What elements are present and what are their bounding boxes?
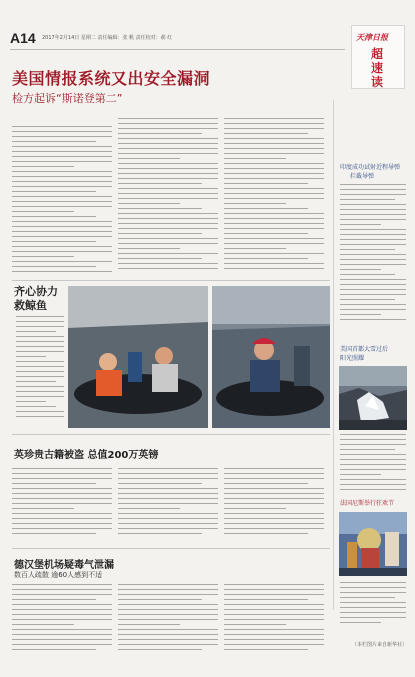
whale-feature-title-line2: 救鲸鱼: [14, 299, 47, 312]
text-line: [12, 146, 112, 147]
section-rule-1: [12, 280, 330, 281]
section-rule-2: [12, 434, 330, 435]
text-line: [12, 513, 112, 514]
washington-snow-image: [339, 366, 407, 430]
text-line: [12, 604, 112, 605]
sidebar-nice-carnival-title: 法国尼斯举行狂欢节: [340, 500, 395, 507]
text-line: [224, 508, 286, 509]
text-line: [340, 592, 406, 593]
middle-story-headline: 英珍贵古籍被盗 总值200万英镑: [14, 450, 159, 461]
text-line: [224, 123, 324, 124]
text-line: [224, 523, 324, 524]
text-line: [224, 148, 324, 149]
text-line: [12, 498, 112, 499]
text-line: [118, 644, 218, 645]
text-line: [340, 309, 406, 310]
text-line: [12, 589, 112, 590]
text-line: [118, 518, 218, 519]
text-line: [224, 198, 324, 199]
text-line: [340, 617, 406, 618]
text-line: [340, 189, 406, 190]
text-line: [340, 459, 406, 460]
text-line: [340, 434, 406, 435]
text-line: [340, 294, 406, 295]
text-line: [118, 263, 218, 264]
text-line: [12, 136, 112, 137]
text-line: [224, 268, 324, 269]
text-line: [16, 351, 64, 352]
text-line: [224, 624, 286, 625]
text-line: [340, 244, 406, 245]
text-line: [16, 371, 64, 372]
text-line: [12, 196, 112, 197]
text-line: [118, 473, 218, 474]
text-line: [12, 131, 112, 132]
text-line: [224, 518, 324, 519]
text-line: [340, 304, 406, 305]
text-line: [118, 528, 218, 529]
text-line: [118, 198, 218, 199]
text-line: [224, 473, 324, 474]
text-line: [224, 594, 324, 595]
text-line: [340, 469, 406, 470]
text-line: [224, 503, 324, 504]
lead-story-column-1: [12, 126, 112, 274]
lead-subheadline: 检方起诉“斯诺登第二”: [12, 92, 123, 105]
text-line: [224, 478, 324, 479]
text-line: [118, 203, 180, 204]
text-line: [224, 639, 324, 640]
text-line: [340, 219, 406, 220]
text-line: [118, 599, 202, 600]
text-line: [118, 223, 218, 224]
whale-rescue-photo-2: [212, 286, 330, 428]
text-line: [16, 331, 56, 332]
text-line: [118, 268, 218, 269]
text-line: [224, 513, 324, 514]
text-line: [224, 178, 324, 179]
newspaper-logo: 天津日报: [356, 32, 388, 42]
text-line: [16, 391, 64, 392]
middle-story-column-2: [118, 468, 218, 540]
sidebar-washington-text: [340, 434, 406, 494]
text-line: [118, 178, 218, 179]
text-line: [118, 193, 218, 194]
text-line: [224, 158, 286, 159]
text-line: [12, 619, 112, 620]
text-line: [16, 406, 56, 407]
middle-story-column-3: [224, 468, 324, 540]
text-line: [118, 218, 218, 219]
text-line: [16, 386, 64, 387]
column-divider: [333, 100, 334, 610]
text-line: [118, 148, 218, 149]
text-line: [340, 479, 406, 480]
text-line: [340, 194, 406, 195]
text-line: [118, 493, 218, 494]
text-line: [16, 321, 64, 322]
text-line: [16, 346, 64, 347]
text-line: [224, 208, 308, 209]
text-line: [12, 161, 112, 162]
sidebar-item-washington-title: 美国首都大雪过后: [340, 346, 389, 353]
text-line: [118, 243, 218, 244]
text-line: [340, 199, 395, 200]
text-line: [118, 228, 218, 229]
text-line: [118, 213, 218, 214]
text-line: [224, 118, 324, 119]
text-line: [224, 223, 324, 224]
text-line: [224, 218, 324, 219]
text-line: [340, 587, 406, 588]
text-line: [12, 166, 74, 167]
text-line: [12, 599, 96, 600]
text-line: [12, 518, 112, 519]
text-line: [12, 624, 74, 625]
text-line: [118, 238, 218, 239]
text-line: [224, 468, 324, 469]
sidebar-item-washington-subtitle: 阳光照耀: [340, 355, 365, 362]
text-line: [12, 181, 112, 182]
text-line: [340, 239, 406, 240]
text-line: [340, 229, 406, 230]
text-line: [118, 589, 218, 590]
text-line: [118, 258, 202, 259]
text-line: [12, 246, 112, 247]
text-line: [224, 258, 308, 259]
text-line: [118, 629, 218, 630]
text-line: [224, 498, 324, 499]
text-line: [224, 629, 324, 630]
text-line: [224, 238, 324, 239]
text-line: [340, 184, 406, 185]
text-line: [340, 284, 406, 285]
text-line: [118, 168, 218, 169]
bottom-story-subheadline: 数百人疏散 逾60人感到不适: [14, 571, 103, 579]
text-line: [118, 498, 218, 499]
text-line: [118, 123, 218, 124]
text-line: [118, 128, 218, 129]
section-rule-3: [12, 548, 330, 549]
text-line: [224, 634, 324, 635]
text-line: [118, 153, 218, 154]
text-line: [340, 214, 406, 215]
lead-story-column-2: [118, 118, 218, 274]
text-line: [224, 644, 324, 645]
text-line: [12, 639, 112, 640]
text-line: [118, 634, 218, 635]
text-line: [118, 619, 218, 620]
whale-rescue-photo-1: [68, 286, 208, 428]
text-line: [224, 604, 324, 605]
text-line: [118, 508, 180, 509]
text-line: [118, 118, 218, 119]
sidebar-item-india-missile-title: 印度成功试射近程导弹: [340, 164, 401, 171]
text-line: [224, 183, 308, 184]
page-number: A14: [10, 30, 36, 46]
text-line: [12, 266, 96, 267]
page-date-line: 2017年2月14日 星期二 责任编辑：张 帆 责任校对：郝 红: [42, 35, 173, 41]
text-line: [224, 233, 308, 234]
nice-carnival-image: [339, 512, 407, 576]
text-line: [118, 173, 218, 174]
text-line: [12, 594, 112, 595]
text-line: [12, 629, 112, 630]
text-line: [340, 279, 406, 280]
text-line: [12, 584, 112, 585]
text-line: [118, 138, 218, 139]
text-line: [340, 254, 406, 255]
text-line: [224, 128, 324, 129]
text-line: [16, 341, 64, 342]
text-line: [340, 249, 395, 250]
text-line: [224, 203, 286, 204]
text-line: [118, 233, 202, 234]
speed-read-label: 超速读: [370, 47, 383, 89]
text-line: [118, 609, 218, 610]
text-line: [118, 163, 218, 164]
text-line: [118, 488, 218, 489]
text-line: [340, 439, 406, 440]
text-line: [340, 319, 406, 320]
text-line: [12, 523, 112, 524]
text-line: [12, 251, 112, 252]
text-line: [224, 193, 324, 194]
text-line: [118, 483, 202, 484]
text-line: [118, 513, 218, 514]
text-line: [340, 622, 381, 623]
text-line: [12, 221, 112, 222]
text-line: [118, 614, 218, 615]
text-line: [16, 381, 56, 382]
whale-rescue-image-2: [212, 286, 330, 428]
text-line: [340, 269, 381, 270]
text-line: [118, 188, 218, 189]
text-line: [16, 401, 46, 402]
text-line: [224, 188, 324, 189]
middle-story-column-1: [12, 468, 112, 540]
text-line: [118, 183, 202, 184]
text-line: [118, 468, 218, 469]
text-line: [340, 224, 381, 225]
text-line: [12, 231, 112, 232]
text-line: [340, 274, 395, 275]
bottom-story-column-3: [224, 584, 324, 654]
masthead-rule: [10, 49, 345, 50]
text-line: [118, 624, 180, 625]
text-line: [224, 609, 324, 610]
text-line: [224, 138, 324, 139]
text-line: [16, 416, 64, 417]
text-line: [16, 396, 64, 397]
text-line: [16, 326, 64, 327]
text-line: [118, 478, 218, 479]
text-line: [12, 644, 112, 645]
text-line: [118, 253, 218, 254]
lead-headline: 美国情报系统又出安全漏洞: [12, 69, 211, 88]
text-line: [12, 483, 96, 484]
text-line: [16, 361, 64, 362]
text-line: [224, 483, 308, 484]
text-line: [16, 356, 46, 357]
text-line: [118, 158, 180, 159]
text-line: [224, 599, 308, 600]
text-line: [12, 201, 112, 202]
text-line: [224, 488, 324, 489]
text-line: [12, 156, 112, 157]
bottom-story-headline: 德汉堡机场疑毒气泄漏: [14, 560, 114, 571]
text-line: [12, 191, 96, 192]
text-line: [340, 444, 406, 445]
whale-rescue-image-1: [68, 286, 208, 428]
text-line: [224, 248, 286, 249]
washington-snow-photo: [339, 366, 407, 430]
text-line: [224, 493, 324, 494]
text-line: [118, 133, 202, 134]
text-line: [16, 411, 64, 412]
text-line: [224, 163, 324, 164]
text-line: [340, 602, 406, 603]
text-line: [12, 271, 112, 272]
text-line: [12, 151, 112, 152]
text-line: [12, 478, 112, 479]
text-line: [340, 464, 406, 465]
text-line: [340, 264, 406, 265]
text-line: [12, 211, 74, 212]
text-line: [12, 468, 112, 469]
text-line: [118, 503, 218, 504]
text-line: [16, 336, 64, 337]
text-line: [16, 316, 64, 317]
text-line: [12, 473, 112, 474]
text-line: [118, 594, 218, 595]
text-line: [340, 474, 381, 475]
text-line: [12, 236, 112, 237]
text-line: [12, 216, 96, 217]
bottom-story-column-1: [12, 584, 112, 654]
text-line: [12, 609, 112, 610]
sidebar-nice-carnival-text: [340, 582, 406, 630]
text-line: [224, 619, 324, 620]
text-line: [118, 208, 202, 209]
whale-feature-caption-text: [16, 316, 64, 422]
text-line: [224, 528, 324, 529]
text-line: [12, 176, 112, 177]
text-line: [12, 256, 74, 257]
text-line: [224, 228, 324, 229]
nice-carnival-photo: [339, 512, 407, 576]
text-line: [12, 649, 96, 650]
text-line: [12, 126, 112, 127]
text-line: [118, 143, 218, 144]
text-line: [224, 263, 324, 264]
text-line: [12, 226, 112, 227]
text-line: [12, 528, 112, 529]
text-line: [118, 604, 218, 605]
text-line: [340, 582, 406, 583]
text-line: [224, 614, 324, 615]
text-line: [12, 508, 74, 509]
text-line: [340, 209, 406, 210]
text-line: [118, 533, 202, 534]
photo-credit: （本栏图片来自新华社）: [352, 642, 408, 648]
text-line: [224, 253, 324, 254]
text-line: [118, 584, 218, 585]
text-line: [12, 186, 112, 187]
text-line: [340, 612, 406, 613]
text-line: [12, 493, 112, 494]
text-line: [12, 141, 96, 142]
text-line: [12, 171, 112, 172]
text-line: [12, 261, 112, 262]
text-line: [12, 488, 112, 489]
text-line: [340, 484, 406, 485]
text-line: [12, 206, 112, 207]
text-line: [118, 649, 202, 650]
sidebar-item-india-missile-subtitle: 拦截导弹: [350, 173, 375, 180]
text-line: [12, 503, 112, 504]
text-line: [340, 204, 406, 205]
sidebar-india-missile-text: [340, 184, 406, 330]
bottom-story-column-2: [118, 584, 218, 654]
text-line: [118, 639, 218, 640]
text-line: [340, 314, 381, 315]
whale-feature-title-line1: 齐心协力: [14, 285, 58, 298]
text-line: [340, 234, 406, 235]
text-line: [224, 533, 308, 534]
text-line: [16, 376, 64, 377]
text-line: [224, 584, 324, 585]
lead-story-column-3: [224, 118, 324, 274]
text-line: [340, 289, 406, 290]
text-line: [340, 449, 395, 450]
text-line: [12, 614, 112, 615]
text-line: [224, 133, 308, 134]
text-line: [16, 366, 64, 367]
text-line: [340, 454, 406, 455]
text-line: [340, 489, 406, 490]
text-line: [12, 241, 96, 242]
text-line: [118, 523, 218, 524]
text-line: [118, 248, 180, 249]
text-line: [12, 634, 112, 635]
text-line: [224, 143, 324, 144]
text-line: [340, 597, 395, 598]
text-line: [340, 299, 395, 300]
text-line: [224, 243, 324, 244]
text-line: [224, 168, 324, 169]
text-line: [224, 589, 324, 590]
text-line: [224, 173, 324, 174]
text-line: [224, 213, 324, 214]
text-line: [224, 153, 324, 154]
text-line: [340, 607, 406, 608]
text-line: [224, 649, 308, 650]
text-line: [340, 259, 406, 260]
text-line: [12, 533, 96, 534]
